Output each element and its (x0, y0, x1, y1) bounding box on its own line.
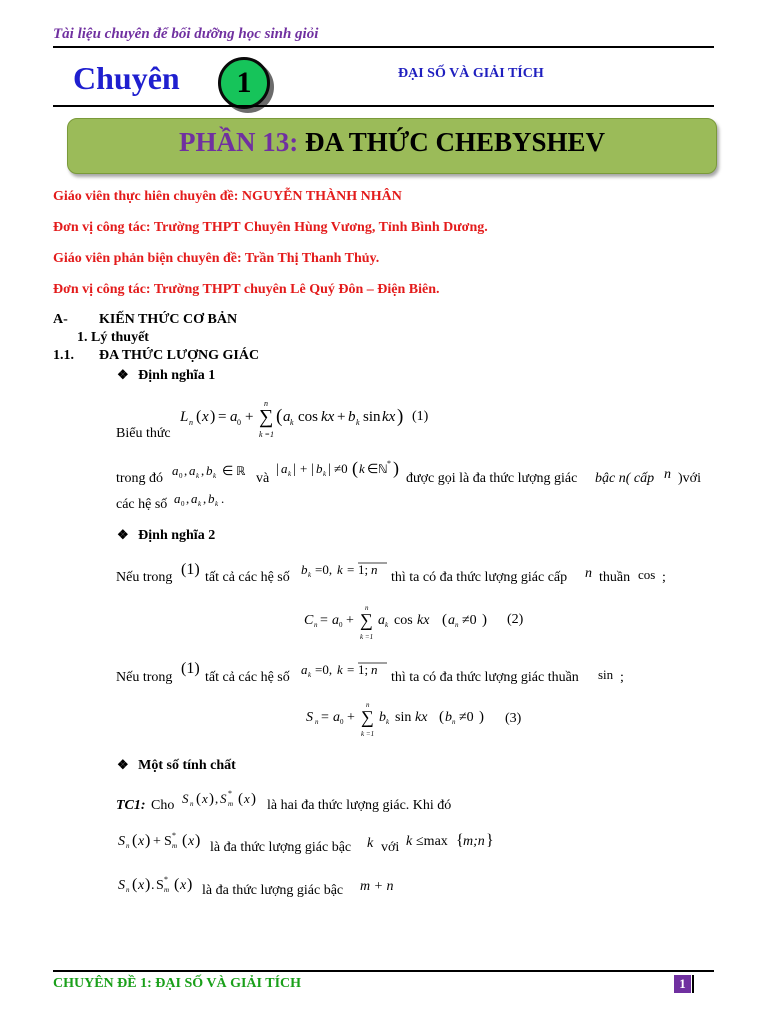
equation-3-number: (3) (505, 711, 522, 726)
nonzero-condition-formula (274, 456, 406, 482)
bk-zero-formula (299, 559, 391, 583)
svg-text:x: x (180, 878, 187, 893)
info-line-unit: Đơn vị công tác: Trường THPT Chuyên Hùng Vương, Tỉnh Bình Dương. (53, 220, 488, 235)
svg-text:k =1: k =1 (259, 430, 274, 439)
svg-text:(: ( (352, 458, 358, 478)
definition-1-heading (117, 367, 215, 384)
svg-text:m: m (164, 886, 170, 894)
la-bac-text-1: là đa thức lượng giác bậc (210, 840, 352, 855)
page-number-bar (692, 975, 694, 993)
svg-text:∈: ∈ (222, 463, 234, 478)
svg-text:+: + (337, 409, 346, 425)
svg-text:n: n (452, 718, 456, 726)
diamond-bullet-icon: ❖ (117, 757, 129, 772)
svg-text:,: , (215, 791, 219, 806)
svg-text:a: a (230, 409, 238, 425)
svg-text:=: = (321, 710, 329, 725)
equation-3-formula (304, 700, 504, 740)
svg-text:sin: sin (363, 409, 381, 425)
svg-text:b: b (379, 710, 386, 725)
subject-title: ĐẠI SỐ VÀ GIẢI TÍCH (398, 66, 544, 81)
equation-1 (180, 397, 440, 441)
svg-text:a: a (283, 409, 291, 425)
svg-text:+: + (346, 613, 354, 628)
tat-ca-text-1: tất cả các hệ số (205, 570, 290, 585)
equation-1-formula (180, 397, 440, 441)
svg-text:0: 0 (179, 472, 183, 480)
svg-text:sin: sin (395, 710, 412, 725)
properties-heading (117, 757, 236, 774)
svg-text:k: k (359, 461, 365, 476)
m-plus-n-formula: m + n (360, 879, 394, 894)
page-number: 1 (674, 975, 691, 993)
svg-text:{: { (456, 832, 464, 849)
svg-text:): ) (187, 876, 193, 893)
svg-text:S: S (118, 878, 125, 893)
svg-text:,: , (203, 491, 207, 506)
subsection-ly-thuyet: 1. Lý thuyết (77, 330, 149, 345)
definition-1-label: Định nghĩa 1 (138, 368, 216, 383)
svg-text:,: , (184, 463, 188, 478)
neu-trong-text-1: Nếu trong (116, 570, 173, 585)
svg-text:*: * (228, 789, 232, 798)
svg-text:kx: kx (415, 710, 428, 725)
bac-n-cap-text: bậc n( cấp (595, 471, 655, 486)
svg-text:*: * (387, 459, 391, 468)
sn-times-sm-star-formula (116, 872, 202, 898)
svg-text:S: S (182, 791, 189, 806)
svg-text:(: ( (238, 791, 243, 807)
svg-text:b: b (316, 461, 323, 476)
definition-2-label: Định nghĩa 2 (138, 528, 216, 543)
tc1-polys-formula (180, 786, 266, 812)
svg-text:k =1: k =1 (360, 633, 374, 641)
properties-label: Một số tính chất (138, 758, 236, 773)
document-top-tag: Tài liệu chuyên để bối dưỡng học sinh giỏi (53, 26, 319, 42)
svg-text:n: n (371, 662, 378, 677)
svg-text:): ) (209, 791, 214, 807)
equation-2-number: (2) (507, 612, 524, 627)
n-symbol-2: n (585, 566, 592, 581)
svg-text:*: * (172, 831, 176, 840)
svg-text:k: k (196, 472, 200, 480)
svg-text:n: n (126, 886, 130, 894)
svg-text:cos: cos (298, 409, 318, 425)
header-rule-top (53, 46, 714, 48)
svg-text:(: ( (196, 791, 201, 807)
svg-text:C: C (304, 613, 314, 628)
svg-text:S: S (220, 791, 227, 806)
la-hai-text: là hai đa thức lượng giác. Khi đó (267, 798, 452, 813)
svg-text:0: 0 (237, 418, 241, 427)
svg-text:L: L (180, 409, 189, 425)
svg-text:ℝ: ℝ (236, 464, 246, 478)
svg-text:S: S (164, 834, 172, 849)
section-a-title: KIẾN THỨC CƠ BẢN (99, 312, 238, 327)
diamond-bullet-icon: ❖ (117, 367, 129, 382)
svg-text:,: , (186, 491, 190, 506)
semicolon-1: ; (662, 570, 666, 585)
svg-text:≤max: ≤max (416, 834, 448, 849)
ak-equals-zero-formula (299, 659, 391, 683)
svg-text:S: S (156, 878, 164, 893)
diamond-bullet-icon: ❖ (117, 527, 129, 542)
svg-text:): ) (482, 612, 487, 628)
svg-text:|: | (328, 462, 331, 477)
svg-text:}: } (486, 832, 494, 849)
svg-text:a: a (281, 461, 288, 476)
svg-text:k: k (356, 418, 360, 427)
svg-text:x: x (188, 834, 195, 849)
svg-text:a: a (378, 613, 385, 628)
reference-eq1-b: (1) (181, 660, 200, 677)
svg-text:m: m (228, 800, 234, 808)
svg-text:kx: kx (417, 613, 430, 628)
svg-text:a: a (191, 491, 198, 506)
neu-trong-text-2: Nếu trong (116, 670, 173, 685)
semicolon-2: ; (620, 670, 624, 685)
svg-text:=: = (347, 562, 355, 577)
svg-text:(: ( (132, 832, 138, 849)
svg-text:): ) (479, 709, 484, 725)
svg-text:0: 0 (181, 500, 185, 508)
svg-text:): ) (210, 408, 216, 425)
svg-text:a: a (332, 613, 339, 628)
svg-text:): ) (397, 406, 404, 427)
svg-text:(: ( (182, 832, 188, 849)
chuyen-heading: Chuyên (73, 60, 180, 96)
svg-text:b: b (348, 409, 356, 425)
svg-text:kx: kx (321, 409, 335, 425)
footer-rule (53, 970, 714, 972)
svg-text:): ) (251, 791, 256, 807)
svg-text:): ) (195, 832, 201, 849)
svg-text:n: n (371, 562, 378, 577)
reference-eq1-a: (1) (181, 561, 200, 578)
svg-text:S: S (118, 834, 125, 849)
sn-plus-sm-star-formula (116, 828, 212, 854)
abs-sum-nonzero-formula (274, 456, 406, 482)
svg-text:a: a (448, 613, 455, 628)
duoc-goi-text: được gọi là đa thức lượng giác (406, 471, 578, 486)
tc1-product-formula (116, 872, 202, 898)
svg-text:1;: 1; (358, 662, 369, 677)
tc1-sum-formula (116, 828, 212, 854)
svg-text:k: k (215, 500, 219, 508)
svg-text:1;: 1; (358, 562, 369, 577)
svg-text:∑: ∑ (259, 406, 274, 428)
bieu-thuc-text: Biểu thức (116, 426, 171, 441)
svg-text:+: + (245, 409, 254, 425)
svg-text:≠0: ≠0 (334, 461, 348, 476)
svg-text:): ) (145, 876, 151, 893)
cho-text: Cho (151, 798, 175, 813)
svg-text:): ) (145, 832, 151, 849)
equation-3 (304, 700, 504, 740)
svg-text:b: b (208, 491, 215, 506)
cos-word: cos (638, 567, 656, 582)
svg-text:.: . (221, 491, 225, 506)
tc1-label: TC1: (116, 798, 146, 813)
tat-ca-text-2: tất cả các hệ số (205, 670, 290, 685)
svg-text:∑: ∑ (360, 610, 373, 630)
svg-text:.: . (151, 878, 155, 893)
svg-text:=0,: =0, (315, 562, 333, 577)
coefficient-list-formula (172, 488, 236, 512)
section-a-label: A- (53, 312, 68, 327)
svg-text:n: n (366, 701, 370, 709)
info-line-teacher: Giáo viên thực hiên chuyên đề: NGUYỄN THÀNH NHÂN (53, 189, 402, 204)
footer-title: CHUYÊN ĐỀ 1: ĐẠI SỐ VÀ GIẢI TÍCH (53, 976, 302, 991)
svg-text:): ) (393, 458, 399, 478)
svg-text:x: x (244, 791, 250, 806)
section-1-1-label: 1.1. (53, 348, 74, 363)
equation-2-formula (302, 603, 502, 643)
info-line-reviewer: Giáo viên phản biện chuyên đề: Trần Thị Thanh Thủy. (53, 251, 380, 266)
header-rule-bottom (53, 105, 714, 107)
cac-he-so-text: các hệ số (116, 497, 168, 512)
svg-text:,: , (201, 463, 205, 478)
coefficient-list-symbols (172, 488, 236, 512)
svg-text:k: k (337, 662, 343, 677)
svg-text:=0,: =0, (315, 662, 333, 677)
svg-text:+: + (153, 834, 161, 849)
svg-text:(: ( (439, 709, 444, 725)
svg-text:*: * (164, 875, 168, 884)
svg-text:b: b (206, 463, 213, 478)
svg-text:ℕ: ℕ (378, 462, 388, 476)
svg-text:≠0: ≠0 (459, 710, 474, 725)
banner-title: ĐA THỨC CHEBYSHEV (304, 127, 606, 157)
svg-text:n: n (455, 621, 459, 629)
svg-text:n: n (314, 621, 318, 629)
svg-text:k =1: k =1 (361, 730, 375, 738)
section-1-1-title: ĐA THỨC LƯỢNG GIÁC (99, 348, 260, 363)
svg-text:kx: kx (382, 409, 396, 425)
svg-text:n: n (315, 718, 319, 726)
svg-text:n: n (264, 399, 268, 408)
sn-sm-star-formula (180, 786, 266, 812)
chapter-number-badge: 1 (218, 57, 270, 109)
svg-text:=: = (218, 409, 227, 425)
svg-text:k: k (198, 500, 202, 508)
svg-text:(: ( (442, 612, 447, 628)
coefficient-set-formula (170, 460, 258, 484)
svg-text:≠0: ≠0 (462, 613, 477, 628)
svg-text:k: k (385, 621, 389, 629)
svg-text:(: ( (132, 876, 138, 893)
svg-text:b: b (301, 562, 308, 577)
svg-text:m: m (172, 842, 178, 850)
svg-text:k: k (288, 470, 292, 478)
svg-text:|: | (311, 462, 314, 477)
svg-text:k: k (337, 562, 343, 577)
k-symbol: k (367, 836, 374, 851)
section-banner (67, 118, 717, 174)
equation-2 (302, 603, 502, 643)
trong-do-text: trong đó (116, 471, 164, 486)
svg-text:k: k (308, 571, 312, 579)
svg-text:n: n (126, 842, 130, 850)
voi-text: )với (678, 471, 701, 486)
svg-text:a: a (333, 710, 340, 725)
svg-text:k: k (213, 472, 217, 480)
svg-text:∑: ∑ (361, 707, 374, 727)
svg-text:a: a (189, 463, 196, 478)
thuan-text-1: thuần (599, 570, 631, 585)
svg-text:x: x (138, 834, 145, 849)
svg-text:+: + (300, 461, 308, 476)
svg-text:S: S (306, 710, 313, 725)
k-le-max-formula (404, 828, 498, 854)
svg-text:b: b (445, 710, 452, 725)
svg-text:k: k (386, 718, 390, 726)
k-max-formula (404, 828, 498, 854)
svg-text:n: n (365, 604, 369, 612)
la-bac-text-2: là đa thức lượng giác bậc (202, 883, 344, 898)
definition-2-heading (117, 527, 215, 544)
svg-text:+: + (347, 710, 355, 725)
svg-text:n: n (189, 418, 193, 427)
banner-part-label: PHẦN 13: (178, 127, 299, 157)
svg-text:a: a (172, 463, 179, 478)
svg-text:k: k (323, 470, 327, 478)
svg-text:k: k (308, 671, 312, 679)
svg-text:a: a (174, 491, 181, 506)
svg-text:x: x (138, 878, 145, 893)
svg-text:|: | (276, 462, 279, 477)
sin-word: sin (598, 667, 614, 682)
svg-text:|: | (293, 462, 296, 477)
svg-text:a: a (301, 662, 308, 677)
svg-text:m;n: m;n (463, 834, 485, 849)
svg-text:(: ( (196, 408, 202, 425)
svg-text:k: k (406, 834, 413, 849)
equation-1-number: (1) (412, 409, 429, 424)
svg-text:cos: cos (394, 613, 413, 628)
svg-text:(: ( (174, 876, 180, 893)
info-line-reviewer-unit: Đơn vị công tác: Trường THPT chuyên Lê Quý Đôn – Điện Biên. (53, 282, 440, 297)
thi-ta-co-cap-text: thì ta có đa thức lượng giác cấp (391, 570, 568, 585)
svg-text:0: 0 (340, 718, 344, 726)
voi-text-2: với (381, 840, 400, 855)
bk-equals-zero-formula (299, 559, 391, 583)
svg-text:n: n (190, 800, 194, 808)
n-symbol: n (664, 467, 671, 482)
coefficients-in-r-formula (170, 460, 258, 484)
svg-text:0: 0 (339, 621, 343, 629)
svg-text:(: ( (276, 406, 283, 427)
svg-text:∈: ∈ (367, 461, 379, 476)
svg-text:=: = (347, 662, 355, 677)
svg-text:=: = (320, 613, 328, 628)
va-text: và (256, 471, 270, 486)
svg-text:x: x (202, 791, 208, 806)
thi-ta-co-thuan-text: thì ta có đa thức lượng giác thuần (391, 670, 579, 685)
svg-text:x: x (202, 409, 209, 425)
svg-text:k: k (290, 418, 294, 427)
ak-zero-formula (299, 659, 391, 683)
